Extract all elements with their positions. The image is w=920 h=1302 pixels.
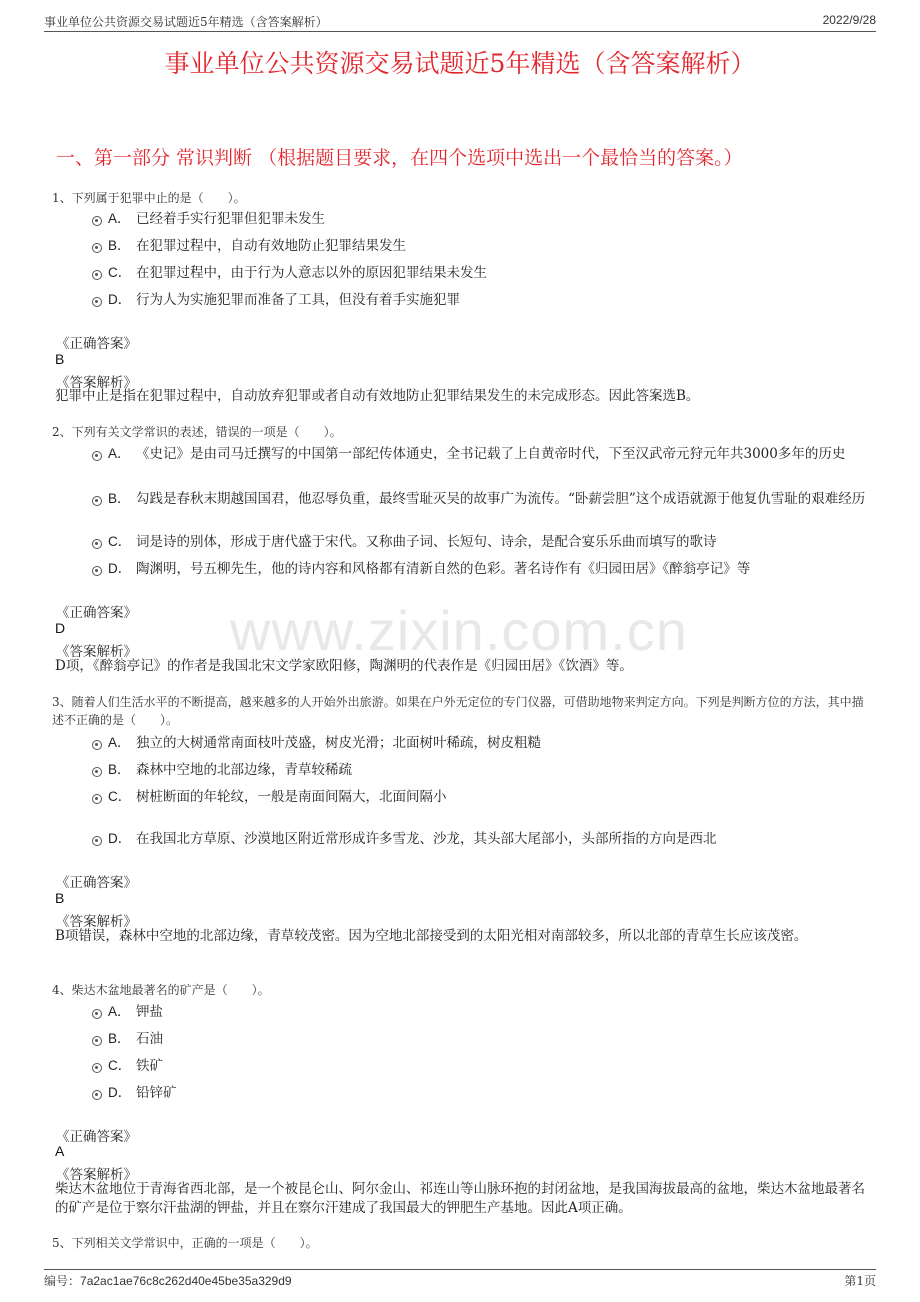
question-4-option-c[interactable] xyxy=(92,1056,872,1076)
option-text: 在犯罪过程中，由于行为人意志以外的原因犯罪结果未发生 xyxy=(136,265,487,281)
radio-icon[interactable] xyxy=(92,1063,102,1073)
question-2-option-d[interactable] xyxy=(92,559,872,579)
explanation-heading: 《答案解析》 xyxy=(56,375,137,391)
radio-icon[interactable] xyxy=(92,451,102,461)
question-2-option-a[interactable] xyxy=(92,444,872,464)
radio-icon[interactable] xyxy=(92,539,102,549)
option-label: C． xyxy=(108,534,132,549)
radio-icon[interactable] xyxy=(92,297,102,307)
question-2-option-b[interactable] xyxy=(92,489,872,509)
question-3-option-b[interactable] xyxy=(92,760,872,780)
question-3-option-c[interactable] xyxy=(92,787,872,807)
footer-code xyxy=(44,1272,292,1289)
question-2-explanation: D项，《醉翁亭记》的作者是我国北宋文学家欧阳修，陶渊明的代表作是《归园田居》《饮酒》等。 xyxy=(55,658,633,674)
question-1-option-b[interactable] xyxy=(92,236,872,256)
explanation-heading: 《答案解析》 xyxy=(56,1167,137,1183)
option-text: 《史记》是由司马迁撰写的中国第一部纪传体通史，全书记载了上自黄帝时代，下至汉武帝元狩元年共3000多年的历史 xyxy=(136,446,846,462)
option-text: 树桩断面的年轮纹，一般是南面间隔大，北面间隔小 xyxy=(136,789,447,805)
question-1-stem: 1、下列属于犯罪中止的是（ ）。 xyxy=(52,191,246,205)
question-4-stem: 4、柴达木盆地最著名的矿产是（ ）。 xyxy=(52,983,270,997)
section-heading: 一、第一部分 常识判断 （根据题目要求，在四个选项中选出一个最恰当的答案。） xyxy=(56,147,743,169)
option-label: A． xyxy=(108,211,131,226)
footer-page-number: 第1页 xyxy=(844,1274,876,1288)
radio-icon[interactable] xyxy=(92,270,102,280)
header-date: 2022/9/28 xyxy=(822,13,876,27)
explanation-heading: 《答案解析》 xyxy=(56,644,137,660)
question-1-answer: B xyxy=(55,351,65,367)
option-text: 陶渊明，号五柳先生，他的诗内容和风格都有清新自然的色彩。著名诗作有《归园田居》《醉翁亭记》等 xyxy=(136,561,751,577)
option-label: D． xyxy=(108,831,132,846)
question-2-stem: 2、下列有关文学常识的表述，错误的一项是（ ）。 xyxy=(52,425,342,439)
question-1-option-a[interactable] xyxy=(92,209,872,229)
radio-icon[interactable] xyxy=(92,1036,102,1046)
option-text: 独立的大树通常南面枝叶茂盛，树皮光滑；北面树叶稀疏，树皮粗糙 xyxy=(136,735,541,751)
option-text: 在犯罪过程中，自动有效地防止犯罪结果发生 xyxy=(136,238,406,254)
option-label: B． xyxy=(108,491,131,506)
radio-icon[interactable] xyxy=(92,243,102,253)
question-3-option-d[interactable] xyxy=(92,829,872,849)
explanation-heading: 《答案解析》 xyxy=(56,914,137,930)
question-1-explanation: 犯罪中止是指在犯罪过程中，自动放弃犯罪或者自动有效地防止犯罪结果发生的未完成形态。因此答案选B。 xyxy=(55,388,700,404)
question-4-option-a[interactable] xyxy=(92,1002,872,1022)
question-2-answer: D xyxy=(55,620,66,636)
header-title: 事业单位公共资源交易试题近5年精选（含答案解析） xyxy=(44,15,328,29)
option-label: D． xyxy=(108,561,132,576)
answer-heading: 《正确答案》 xyxy=(56,605,137,621)
option-label: D． xyxy=(108,1085,132,1100)
question-4-option-d[interactable] xyxy=(92,1083,872,1103)
option-label: B． xyxy=(108,238,131,253)
radio-icon[interactable] xyxy=(92,216,102,226)
answer-heading: 《正确答案》 xyxy=(56,875,137,891)
option-label: A． xyxy=(108,1004,131,1019)
option-label: C． xyxy=(108,265,132,280)
footer-divider xyxy=(44,1269,876,1270)
option-label: B． xyxy=(108,1031,131,1046)
page-title: 事业单位公共资源交易试题近5年精选（含答案解析） xyxy=(164,49,756,78)
header-divider xyxy=(44,31,876,32)
radio-icon[interactable] xyxy=(92,1090,102,1100)
question-3-explanation: B项错误，森林中空地的北部边缘，青草较茂密。因为空地北部接受到的太阳光相对南部较多，所以北部的青草生长应该茂密。 xyxy=(55,928,808,944)
footer-code-label: 编号： xyxy=(44,1274,81,1288)
option-label: B． xyxy=(108,762,131,777)
option-text: 在我国北方草原、沙漠地区附近常形成许多雪龙、沙龙，其头部大尾部小，头部所指的方向是西北 xyxy=(136,831,717,847)
radio-icon[interactable] xyxy=(92,836,102,846)
option-text: 森林中空地的北部边缘，青草较稀疏 xyxy=(136,762,352,778)
option-text: 石油 xyxy=(136,1031,163,1047)
footer-code-value: 7a2ac1ae76c8c262d40e45be35a329d9 xyxy=(80,1274,292,1288)
radio-icon[interactable] xyxy=(92,1009,102,1019)
question-5-stem: 5、下列相关文学常识中，正确的一项是（ ）。 xyxy=(52,1236,318,1250)
answer-heading: 《正确答案》 xyxy=(56,1129,137,1145)
question-2-option-c[interactable] xyxy=(92,532,872,552)
option-text: 铁矿 xyxy=(136,1058,163,1074)
option-text: 勾践是春秋末期越国国君，他忍辱负重，最终雪耻灭吴的故事广为流传。“卧薪尝胆”这个成语就源于他复仇雪耻的艰难经历 xyxy=(136,491,866,507)
radio-icon[interactable] xyxy=(92,767,102,777)
question-3-answer: B xyxy=(55,890,65,906)
option-text: 词是诗的别体，形成于唐代盛于宋代。又称曲子词、长短句、诗余，是配合宴乐乐曲而填写的歌诗 xyxy=(136,534,717,550)
question-1-option-c[interactable] xyxy=(92,263,872,283)
answer-heading: 《正确答案》 xyxy=(56,336,137,352)
option-label: D． xyxy=(108,292,132,307)
question-3-stem: 3、随着人们生活水平的不断提高，越来越多的人开始外出旅游。如果在户外无定位的专门仪器，可借助地物来判定方向。下列是判断方位的方法，其中描述不正确的是（ ）。 xyxy=(52,695,864,727)
watermark: www.zixin.com.cn xyxy=(230,599,688,662)
option-text: 已经着手实行犯罪但犯罪未发生 xyxy=(136,211,325,227)
option-label: A． xyxy=(108,735,131,750)
question-1-option-d[interactable] xyxy=(92,290,872,310)
radio-icon[interactable] xyxy=(92,740,102,750)
option-label: C． xyxy=(108,789,132,804)
question-4-option-b[interactable] xyxy=(92,1029,872,1049)
question-3-option-a[interactable] xyxy=(92,733,872,753)
option-label: A． xyxy=(108,446,131,461)
question-4-explanation: 柴达木盆地位于青海省西北部，是一个被昆仑山、阿尔金山、祁连山等山脉环抱的封闭盆地，是我国海拔最高的盆地，柴达木盆地最著名的矿产是位于察尔汗盐湖的钾盐，并且在察尔汗建成了我国最大的钾肥生产基地。因此A项正确。 xyxy=(55,1181,865,1216)
option-text: 行为人为实施犯罪而准备了工具，但没有着手实施犯罪 xyxy=(136,292,460,308)
option-text: 铅锌矿 xyxy=(136,1085,177,1101)
radio-icon[interactable] xyxy=(92,496,102,506)
radio-icon[interactable] xyxy=(92,566,102,576)
question-4-answer: A xyxy=(55,1143,65,1159)
option-text: 钾盐 xyxy=(136,1004,163,1020)
radio-icon[interactable] xyxy=(92,794,102,804)
option-label: C． xyxy=(108,1058,132,1073)
